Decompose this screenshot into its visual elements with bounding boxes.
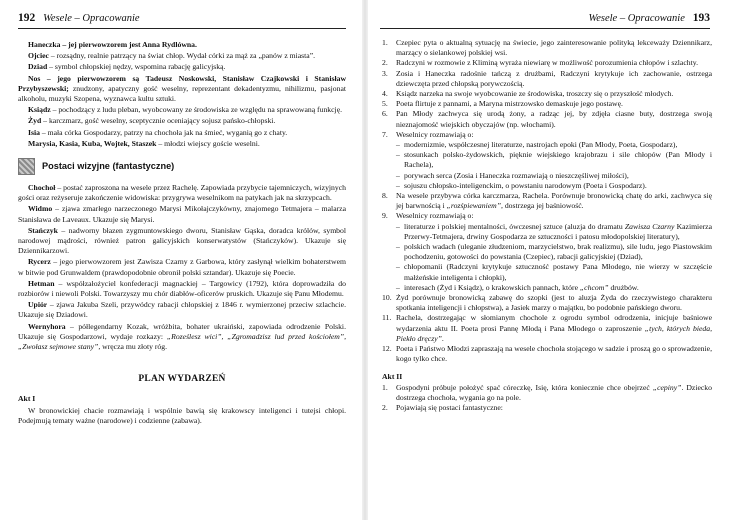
list-item: 11. Rachela, dostrzegając w słomianym chochole z ogrodu symbol odrodzenia, inicjuje baśniowe wydarzenia aktu II. Poeta prosi Pannę Młodą i Pana Młodego o zaproszenie „tych, których bieda, Piekło dręczy”. (382, 313, 712, 343)
left-page (0, 0, 362, 520)
list-item: 12. Poeta i Państwo Młodzi zapraszają na wesele chochoła stojącego w sadzie i proszą go o sprowadzenie, kogo tylko chce. (382, 344, 712, 364)
character-entry: Haneczka – jej pierwowzorem jest Anna Rydlówna. (28, 40, 197, 49)
vision-entry: Hetman – współzałożyciel konfederacji magnackiej – Targowicy (1792), która doprowadziła do rozbiorów i niewoli Polski. Towarzyszy mu chór diabłów-oficerów pruskich. Ukazuje się Panu Młodemu. (18, 278, 346, 299)
list-item: 3. Zosia i Haneczka radośnie tańczą z drużbami, Radczyni krytykuje ich zachowanie, ostrzega dziewczęta przed chłopską porywczością. (382, 68, 712, 88)
vision-entry: Widmo – zjawa zmarłego narzeczonego Marysi Mikołajczykówny, znajomego Tetmajera – malarza Stanisława de Laveaux. Ukazuje się Marysi. (18, 204, 346, 224)
sub-item: – modernizmie, współczesnej literaturze, nastrojach epoki (Pan Młody, Poeta, Gospodarz), (396, 140, 678, 150)
sub-item: – stosunkach polsko-żydowskich, pięknie wiejskiego krajobrazu i sile chłopów (Pan Młody i Rachela), (396, 150, 712, 170)
sub-item: – polskich wadach (uleganie złudzeniom, marzycielstwo, brak realizmu), sile ludu, jego Piastowskim pochodzeniu, gotowości do powstania (Czepiec), rabacji galicyjskiej (Dziad), (396, 242, 712, 262)
left-body (18, 40, 346, 427)
character-entry: Isia – mała córka Gospodarzy, patrzy na chochoła jak na śmieć, wyganią go z chaty. (28, 127, 288, 137)
left-page-number: 192 (18, 12, 36, 24)
list-item: 10. Żyd porównuje bronowicką zabawę do szopki (jest to aluzja Żyda do rzeczywistego charakteru spotkania inteligencji i chłopstwa), a Jasiek marzy o majątku, bo podobnie pańskiego dworu. (382, 293, 712, 313)
list-item: 2. Pojawiają się postaci fantastyczne: (382, 403, 503, 413)
list-item: 7. Weselnicy rozmawiają o: (382, 129, 474, 139)
section-marker-icon (18, 158, 35, 175)
sub-item: – porywach serca (Zosia i Haneczka rozmawiają o nieszczęśliwej miłości), (396, 170, 629, 180)
character-entry: Dziad – symbol chłopskiej nędzy, wspomina rabację galicyjską. (28, 62, 226, 72)
character-entry: Żyd – karczmarz, gość weselny, sceptycznie oceniający sojusz pańsko-chłopski. (28, 116, 276, 126)
sub-item: – chłopomanii (Radczyni krytykuje sztuczność postawy Pana Młodego, nie wierzy w szczęście małżeńskie inteligenta i chłopki), (396, 262, 712, 282)
vision-entry: Wernyhora – półlegendarny Kozak, wróżbita, bohater ukraiński, zapowiada odrodzenie Polski. Ukazuje się Gospodarzowi, wydaje rozkazy: „Roześlesz wici”, „Zgromadzisz lud przed kościołem”, „Zwołasz sejmowe stany”, wręcza mu złoty róg. (18, 321, 346, 352)
sub-item: – interesach (Żyd i Ksiądz), o krakowskich pannach, które „chcom” drużbów. (396, 282, 639, 292)
right-header-rule (380, 28, 710, 29)
right-page-number: 193 (692, 12, 710, 24)
plan-title: PLAN WYDARZEŃ (138, 374, 226, 385)
act-title: Akt I (18, 394, 36, 404)
vision-entry: Rycerz – jego pierwowzorem jest Zawisza Czarny z Garbowa, który zasłynął wielkim bohaterstwem w bitwie pod Grunwaldem (prawdopodobnie obronił polski sztandar). Ukazuje się Poecie. (18, 257, 346, 277)
list-item: 5. Poeta flirtuje z pannami, a Maryna mistrzowsko demaskuje jego postawę. (382, 99, 623, 109)
vision-entry: Stańczyk – nadworny błazen zygmuntowskiego dworu, Stanisław Gąska, doradca królów, symbol narodowej mądrości, również patron galicyjskich konserwatystów (Stańczyków). Ukazuje się Dziennikarzowi. (18, 225, 346, 256)
list-item: 8. Na wesele przybywa córka karczmarza, Rachela. Porównuje bronowicką chatę do arki, zachwyca się jej barwnością i „rozśpiewaniem”, dostrzega jej baśniowość. (382, 191, 712, 211)
vision-entry: Upiór – zjawa Jakuba Szeli, przywódcy rabacji chłopskiej z 1846 r. wymierzonej przeciw szlachcie. Ukazuje się Dziadowi. (18, 300, 346, 320)
character-entry: Ksiądz – pochodzący z ludu pleban, wyobcowany ze środowiska ze względu na sprawowaną funkcję. (28, 105, 343, 115)
right-running-title: Wesele – Opracowanie (588, 13, 685, 24)
sub-item: – literaturze i polskiej mentalności, ówczesnej sztuce (aluzja do dramatu Zawisza Czarny Kazimierza Przerwy-Tetmajera, drwiny Gospodarza ze sztuczności i patosu młodopolskiej literatury), (396, 221, 712, 241)
left-header-rule (18, 28, 346, 29)
section-heading (18, 158, 346, 175)
left-running-head (18, 12, 140, 24)
list-item: 6. Pan Młody zachwyca się urodą żony, a radząc jej, by zdjęła ciasne buty, dostrzega swoją nieznajomość wiejskich obyczajów (np. włochami). (382, 109, 712, 129)
list-item: 1. Czepiec pyta o aktualną sytuację na świecie, jego zainteresowanie polityką lekceważy Dziennikarz, marzący o sielankowej polskiej wsi. (382, 38, 712, 58)
character-entry: Marysia, Kasia, Kuba, Wojtek, Staszek – młodzi wiejscy goście weselni. (28, 138, 260, 148)
right-running-head (588, 12, 710, 24)
left-running-title: Wesele – Opracowanie (43, 13, 140, 24)
character-entry: Ojciec – rozsądny, realnie patrzący na świat chłop. Wydał córki za mąż za „panów z miasta”. (28, 51, 316, 61)
character-entry: Nos – jego pierwowzorem są Tadeusz Noskowski, Stanisław Czajkowski i Stanisław Przybyszewski; znudzony, apatyczny gość weselny, reprezentant dekadentyzmu, nihilizmu, pasjonat alkoholu, muzyki Szopena, wyznawca kultu sztuki. (18, 73, 346, 104)
list-item: 1. Gospodyni próbuje położyć spać córeczkę, Isię, która koniecznie chce obejrzeć „cepiny”. Dziecko dostrzega chochoła, wygania go na pole. (382, 382, 712, 402)
right-page (368, 0, 730, 520)
act-text: W bronowickiej chacie rozmawiają i wspólnie bawią się krakowscy inteligenci i tutejsi chłopi. Podejmują tematy ważne (narodowe) i codzienne (zabawa). (18, 405, 346, 425)
section-title: Postaci wizyjne (fantastyczne) (42, 161, 175, 172)
list-item: 4. Ksiądz narzeka na swoje wyobcowanie ze środowiska, troszczy się o przyszłość młodych. (382, 89, 674, 99)
vision-entry: Chochoł – postać zaproszona na wesele przez Rachelę. Zapowiada przybycie tajemniczych, wizyjnych gości oraz reżyseruje zakończenie widowiska: przygrywa weselnikom na patykach jak na skrzypcach. (18, 183, 346, 203)
sub-item: – sojuszu chłopsko-inteligenckim, o powstaniu narodowym (Poeta i Gospodarz). (396, 180, 647, 190)
list-item: 9. Weselnicy rozmawiają o: (382, 211, 474, 221)
right-body (382, 38, 712, 413)
act-title: Akt II (382, 371, 403, 381)
list-item: 2. Radczyni w rozmowie z Kliminą wyraża niewiarę w możliwość porozumienia chłopów i szlachty. (382, 58, 698, 68)
